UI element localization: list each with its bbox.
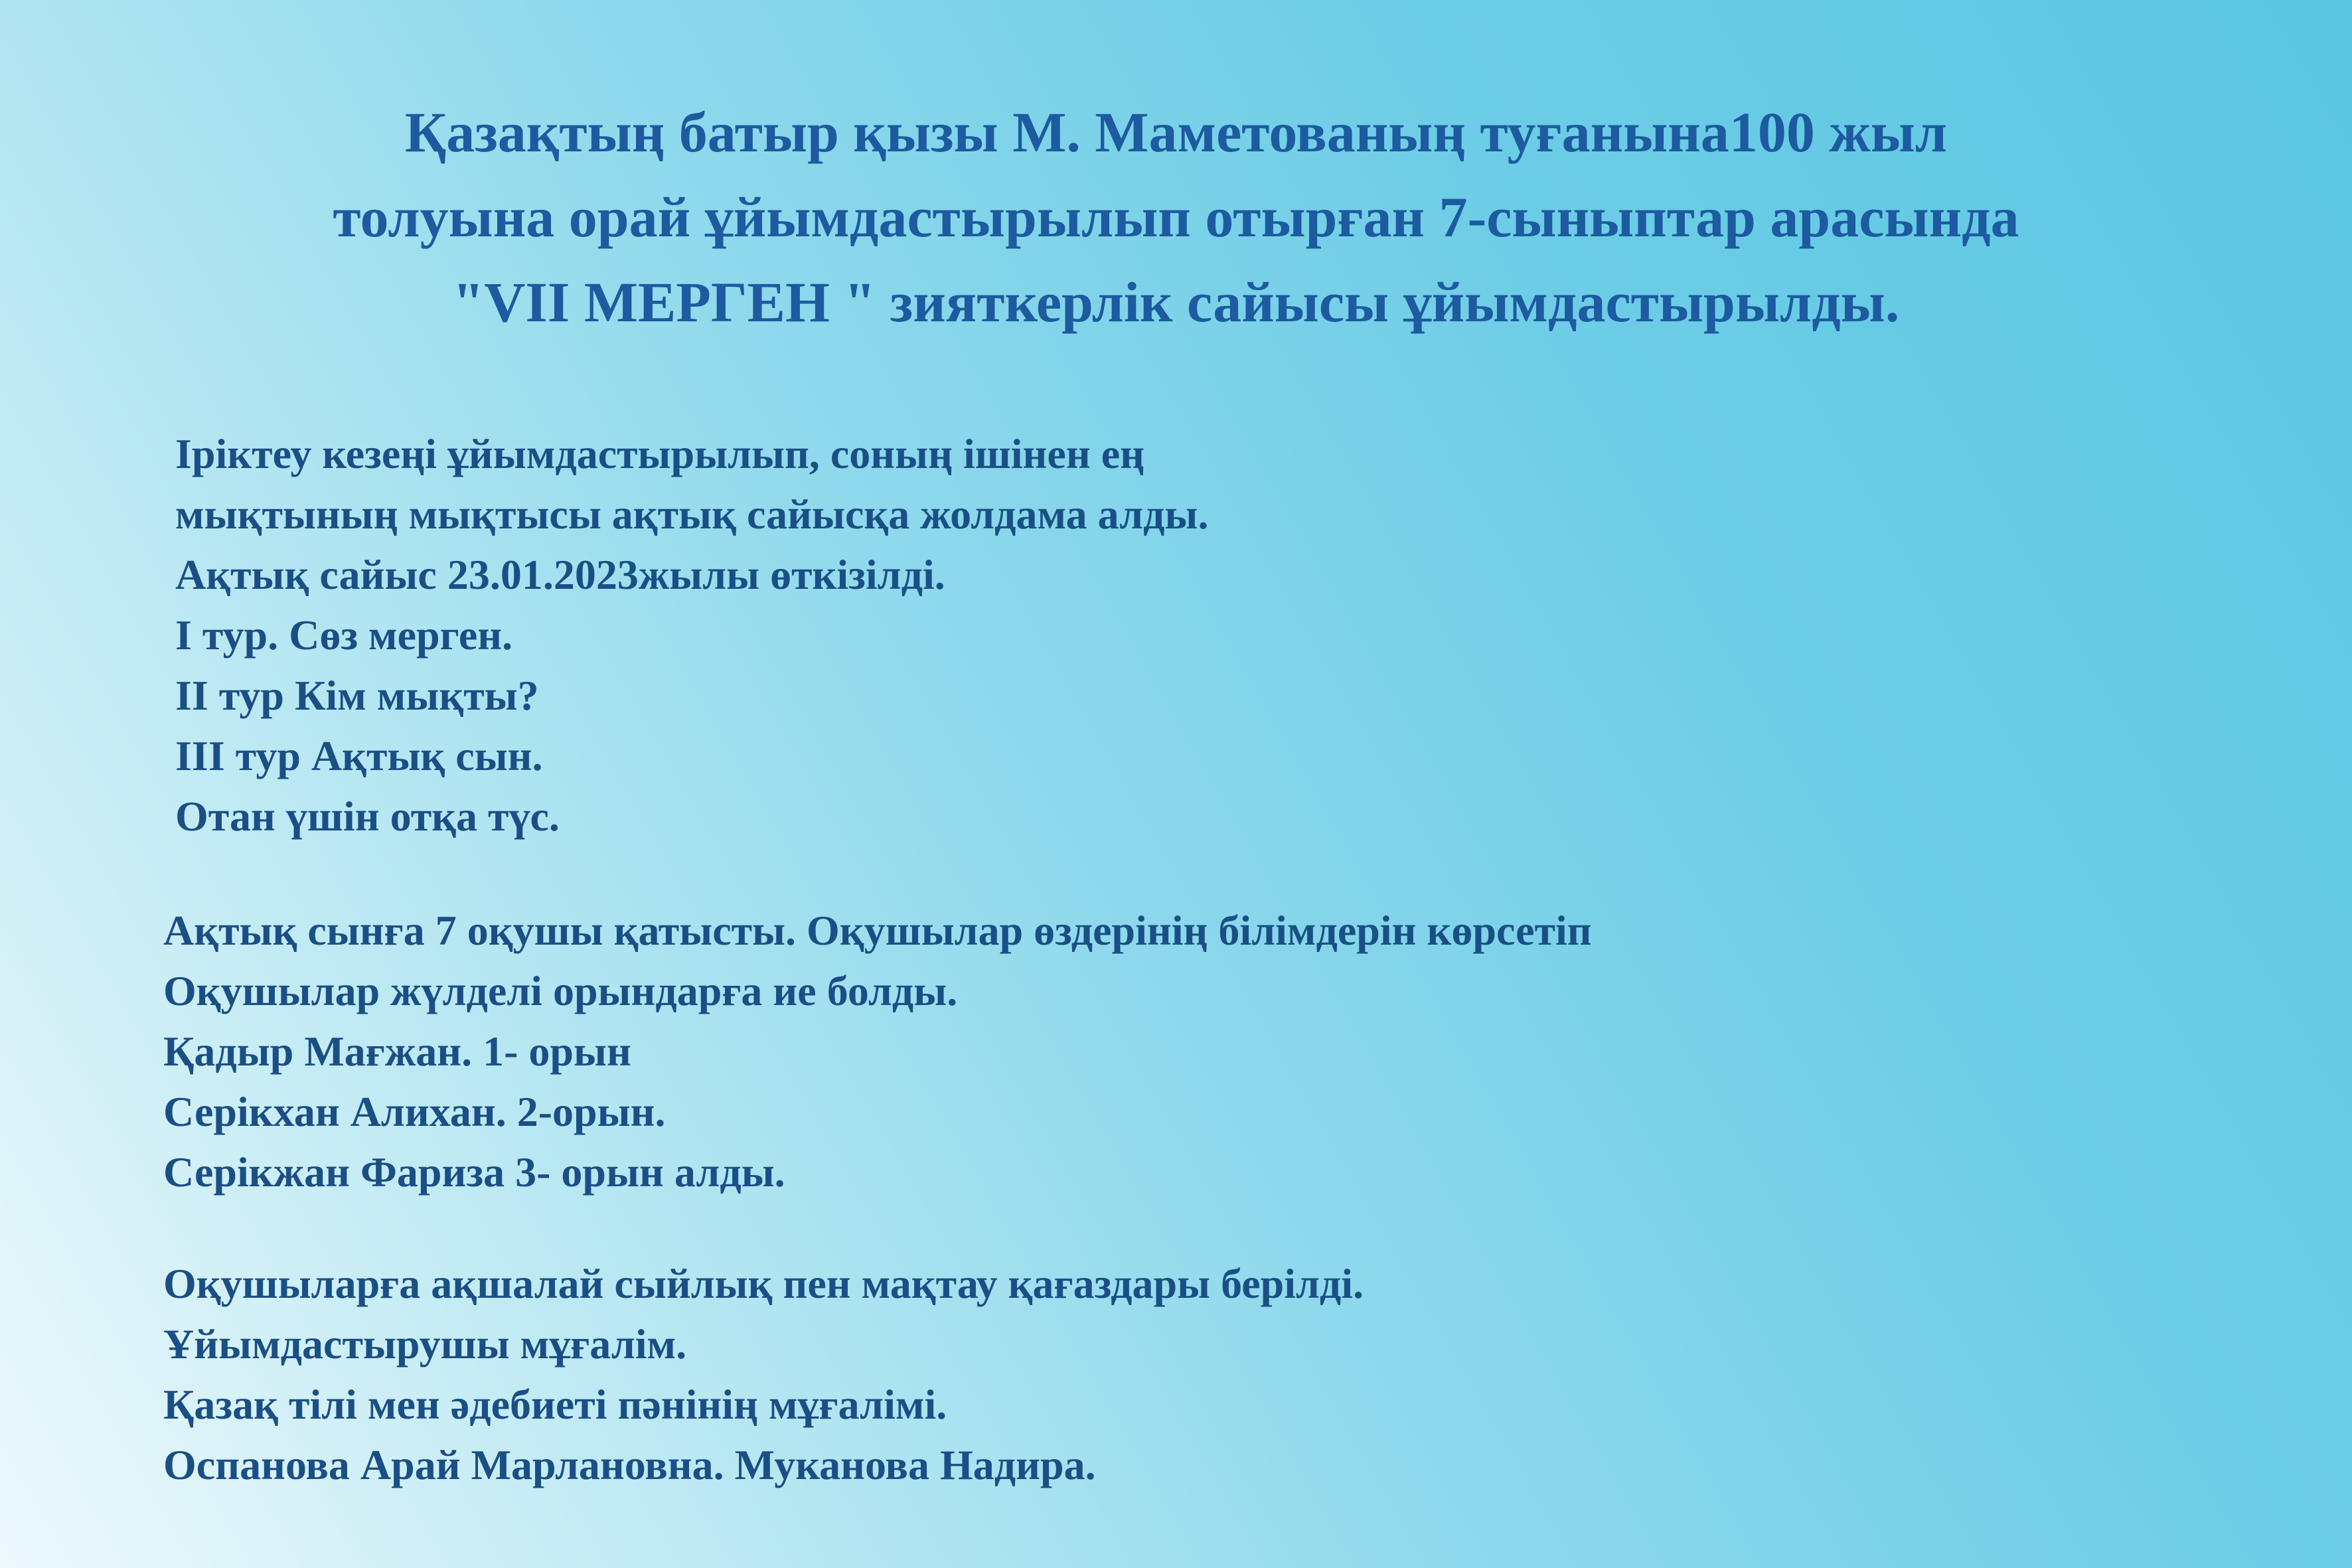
winners-section xyxy=(163,900,1592,1202)
winner-line: Серікхан Алихан. 2-орын. xyxy=(163,1088,666,1135)
organizer-names: Оспанова Арай Марлановна. Муканова Надира. xyxy=(163,1441,1096,1488)
competition-rounds-section xyxy=(175,424,1208,846)
text-line: Оқушыларға ақшалай сыйлық пен мақтау қағаздары берілді. xyxy=(163,1260,1364,1307)
organizers-section xyxy=(163,1253,1364,1495)
title-line: "VII МЕРГЕН " зияткерлік сайысы ұйымдастырылды. xyxy=(452,270,1900,334)
round-line: I тур. Сөз мерген. xyxy=(175,611,513,659)
text-line: Отан үшін отқа түс. xyxy=(175,793,560,840)
text-line: Қазақ тілі мен әдебиеті пәнінің мұғалімі. xyxy=(163,1381,947,1428)
text-line: Ақтық сынға 7 оқушы қатысты. Оқушылар өздерінің білімдерін көрсетіп xyxy=(163,907,1592,954)
announcement-title xyxy=(0,90,2352,345)
winner-line: Қадыр Мағжан. 1- орын xyxy=(163,1028,631,1075)
text-line: мықтының мықтысы ақтық сайысқа жолдама алды. xyxy=(175,491,1209,538)
round-line: III тур Ақтық сын. xyxy=(175,732,543,779)
text-line: Іріктеу кезеңі ұйымдастырылып, соның ішінен ең xyxy=(175,430,1144,477)
winner-line: Серікжан Фариза 3- орын алды. xyxy=(163,1148,785,1196)
text-line: Ұйымдастырушы мұғалім. xyxy=(163,1320,687,1368)
title-line: толуына орай ұйымдастырылып отырған 7-сыныптар арасында xyxy=(333,185,2019,249)
text-line: Оқушылар жүлделі орындарға ие болды. xyxy=(163,967,958,1014)
text-line: Ақтық сайыс 23.01.2023жылы өткізілді. xyxy=(175,551,945,598)
title-line: Қазақтың батыр қызы М. Маметованың туғанына100 жыл xyxy=(404,100,1948,164)
round-line: II тур Кім мықты? xyxy=(175,672,539,719)
